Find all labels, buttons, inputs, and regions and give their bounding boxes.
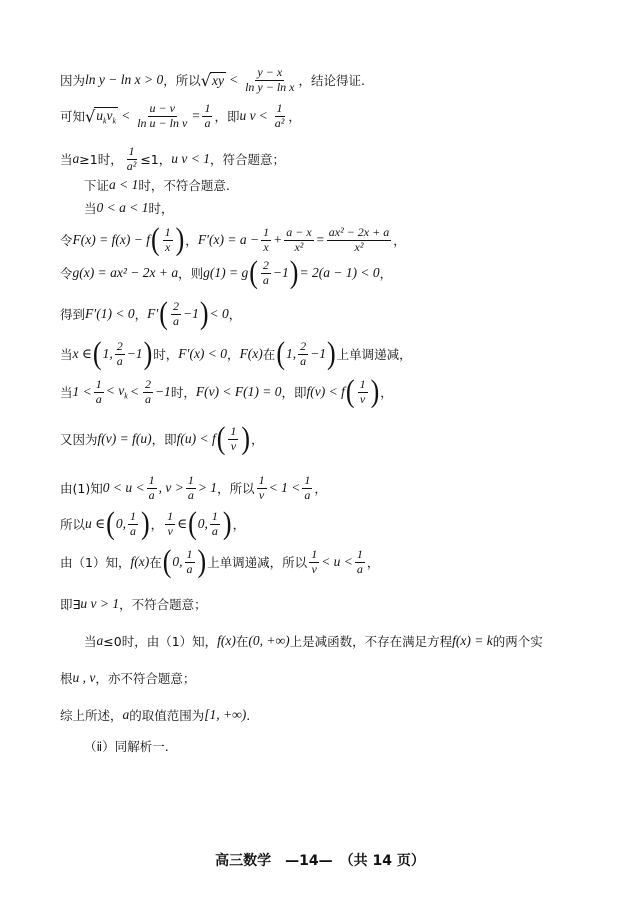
proof-line-8: 得到 F′(1) < 0 ， F′ ( $\frac{2}{a}$ −1 ) < 0 ， <box>60 296 242 332</box>
formula: a <box>122 707 130 722</box>
formula: < $v_k$ <box>105 383 128 402</box>
proof-line-18 <box>60 706 600 724</box>
proof-line-14: 由（1）知， f(x) 在 ( 0, $\frac{1}{a}$ ) 上单调递减，所以 $\frac{1}{v}$ < u < $\frac{1}{a}$ ， <box>60 544 380 580</box>
formula: = <box>315 232 325 248</box>
text: 时， <box>170 385 196 401</box>
sqrt-sign: √ <box>200 70 211 90</box>
fraction: $\frac{1}{x}$ <box>263 225 270 254</box>
formula: a <box>96 633 104 648</box>
text: 由(1)知 <box>60 481 103 497</box>
text: 即∃ <box>60 597 81 612</box>
formula: −1 <box>310 346 326 362</box>
proof-line-6: 令 F(x) = f(x) − f ( $\frac{1}{x}$ ) ， F′(x) = a − $\frac{1}{x}$ + $\frac{a - x}{\text{x²}}$ = $\frac{\text{ax² − 2x + a}}{\text{x²}}$ ， <box>60 222 406 258</box>
proof-line-13: 所以 u ∈ ( 0, $\frac{1}{a}$ ) ， $\frac{1}{v}$ ∈ ( 0, $\frac{1}{a}$ ) ， <box>60 506 246 542</box>
text: ，则 <box>178 266 204 282</box>
formula: $u_kv_k$ <box>96 107 117 126</box>
page-footer: 高三数学 —14— （共 14 页） <box>215 853 425 869</box>
formula: < <box>258 108 268 124</box>
text: ， <box>379 266 393 282</box>
text: ，符合题意； <box>209 152 285 168</box>
formula: x ∈ <box>72 346 92 362</box>
fraction: $\frac{2}{a}$ <box>144 377 151 406</box>
formula: 0 < u < <box>102 480 145 496</box>
text: 在 <box>235 634 249 649</box>
fraction: $\frac{1}{v}$ <box>258 473 265 502</box>
text: ， <box>228 307 242 323</box>
formula: < u < <box>321 554 353 570</box>
proof-line-2 <box>60 102 600 131</box>
proof-line-17 <box>60 669 600 687</box>
text: 因为 <box>60 73 86 89</box>
formula: u v < 1 <box>171 151 210 167</box>
text: ≤1， <box>140 152 172 168</box>
formula: xy <box>211 72 224 88</box>
proof-line-5 <box>84 199 600 217</box>
proof-line-3 <box>60 145 600 174</box>
formula: < <box>121 108 131 124</box>
text: ≤0时，由（1）知， <box>103 634 218 649</box>
text: ， <box>393 233 406 249</box>
formula: F′(x) < 0 <box>178 346 228 362</box>
formula: −1 <box>272 265 289 281</box>
text: ，不符合题意； <box>119 597 207 612</box>
text: ， <box>150 517 164 533</box>
formula: 0, <box>197 516 208 532</box>
text: . <box>246 707 251 723</box>
text: 得到 <box>60 307 86 323</box>
text: ， <box>314 481 327 497</box>
formula: u ∈ <box>85 516 106 532</box>
formula: −1 <box>126 346 143 362</box>
proof-line-12 <box>60 474 600 503</box>
proof-line-9: 当 x ∈ ( 1, $\frac{2}{a}$ −1 ) 时， F′(x) < 0 ， F(x) 在 ( 1, $\frac{2}{a}$ −1 ) 上单调递减， <box>60 336 412 372</box>
fraction: $\frac{2}{a}$ <box>116 339 123 368</box>
text: ， <box>251 432 264 448</box>
formula: 0 < a < 1 <box>96 200 149 215</box>
text: 上单调递减，所以 <box>207 555 308 571</box>
formula: > 1 <box>197 480 218 496</box>
text: 所以 <box>60 517 86 533</box>
text: ，即 <box>151 432 177 448</box>
formula: f(x) <box>217 633 236 648</box>
text: ，所以 <box>163 73 201 89</box>
fraction: $\frac{2}{a}$ <box>300 339 307 368</box>
fraction: $\frac{1}{a}$ <box>186 547 193 576</box>
formula: f(v) < f <box>306 384 345 400</box>
text: 的两个实 <box>492 634 543 649</box>
proof-line-16 <box>84 632 600 650</box>
formula: F′(x) = a − <box>197 232 260 248</box>
formula: , v > <box>158 480 184 496</box>
text: 由（1）知， <box>60 555 131 571</box>
text: 又因为 <box>60 432 98 448</box>
formula: F(x) = f(x) − f <box>72 232 150 248</box>
fraction: $\frac{2}{a}$ <box>172 299 179 328</box>
formula: ln y − ln x > 0 <box>85 72 164 88</box>
formula: < 0 <box>209 306 229 322</box>
formula: < <box>228 72 239 88</box>
formula: < 1 < <box>268 480 301 496</box>
text: ，所以 <box>217 481 255 497</box>
fraction: $\frac{1}{a}$ <box>211 509 218 538</box>
proof-line-15 <box>60 595 600 613</box>
formula: 1, <box>285 346 297 362</box>
text: 的取值范围为 <box>129 708 205 723</box>
text: ， <box>288 109 301 125</box>
formula: 1 < <box>72 384 92 400</box>
fraction: $\frac{1}{a}$ <box>187 473 194 502</box>
formula: F(x) <box>239 346 263 362</box>
fraction: $\frac{1}{x}$ <box>164 225 171 254</box>
fraction: $\frac{1}{a}$ <box>356 547 363 576</box>
formula: f(x) = k <box>452 633 493 648</box>
formula: [1, +∞) <box>204 707 247 722</box>
formula: −1 <box>182 306 199 322</box>
proof-line-11: 又因为 f(v) = f(u) ，即 f(u) < f ( $\frac{1}{v}$ ) ， <box>60 421 264 457</box>
formula: u v > 1 <box>80 596 120 611</box>
formula: < <box>129 384 139 400</box>
fraction: $\frac{1}{v}$ <box>167 509 174 538</box>
text: ， <box>232 517 246 533</box>
text: 综上所述， <box>60 708 123 723</box>
formula: = 2(a − 1) < 0 <box>299 265 380 281</box>
proof-line-10: 当 1 < $\frac{1}{a}$ < $v_k$ < $\frac{2}{a}$ −1 时， F(v) < F(1) = 0 ，即 f(v) < f ( $\frac{1}{v}$ ) ， <box>60 374 393 410</box>
formula: 0, <box>115 516 126 532</box>
proof-line-7: 令 g(x) = ax² − 2x + a ，则 g(1) = g ( $\frac{2}{a}$ −1 ) = 2(a − 1) < 0 ， <box>60 255 393 291</box>
fraction: $\frac{1}{v}$ <box>311 547 318 576</box>
fraction: $\frac{1}{a}$ <box>129 509 136 538</box>
text: ，亦不符合题意； <box>95 671 196 686</box>
text: ， <box>227 347 240 363</box>
text: 当 <box>84 201 97 216</box>
text: 时， <box>153 347 179 363</box>
text: 在 <box>262 347 276 363</box>
fraction: $\frac{1}{a}$ <box>204 101 211 130</box>
text: 上单调递减， <box>336 347 412 363</box>
text: 下证 <box>84 178 110 193</box>
formula: ∈ <box>177 516 188 532</box>
fraction: $\frac{y - x}{\text{ln y − ln x}}$ <box>245 65 295 94</box>
text: ， <box>134 307 148 323</box>
proof-line-19 <box>84 737 600 755</box>
text: 上是减函数，不存在满足方程 <box>289 634 453 649</box>
text: 当 <box>60 385 73 401</box>
formula: f(u) < f <box>176 431 216 447</box>
formula: 1, <box>102 346 113 362</box>
proof-line-4 <box>84 176 600 194</box>
text: ， <box>185 233 198 249</box>
formula: u v <box>239 108 256 124</box>
text: 可知 <box>60 109 86 125</box>
formula: = <box>191 108 201 124</box>
formula: f(x) <box>130 554 150 570</box>
formula: g(x) = ax² − 2x + a <box>72 265 179 281</box>
fraction: $\frac{1}{a}$ <box>95 377 102 406</box>
text: 根 <box>60 671 73 686</box>
text: 当 <box>60 347 73 363</box>
formula: F′(1) < 0 <box>85 306 135 322</box>
text: 当 <box>84 634 97 649</box>
text: 当 <box>60 152 73 168</box>
formula: a <box>72 151 80 167</box>
text: ≥1时， <box>79 152 123 168</box>
fraction: $\frac{u - v}{\text{ln u − ln v}}$ <box>137 101 188 130</box>
text: ，即 <box>281 385 307 401</box>
fraction: $\frac{1}{v}$ <box>230 424 237 453</box>
text: 时， <box>148 201 174 216</box>
formula: u , v <box>72 670 96 685</box>
text: ， <box>380 385 393 401</box>
fraction: $\frac{1}{a}$ <box>148 473 155 502</box>
text: ， <box>366 555 380 571</box>
fraction: $\frac{1}{v}$ <box>359 377 366 406</box>
proof-line-1 <box>60 66 600 95</box>
formula: 0, <box>172 554 183 570</box>
text: ，结论得证. <box>298 73 365 89</box>
text: 令 <box>60 233 73 249</box>
fraction: $\frac{\text{ax² − 2x + a}}{\text{x²}}$ <box>328 225 390 254</box>
formula: a < 1 <box>109 177 139 192</box>
text: 时，不符合题意. <box>138 178 230 193</box>
formula: F(v) < F(1) = 0 <box>195 384 282 400</box>
formula: f(v) = f(u) <box>97 431 152 447</box>
formula: + <box>273 232 283 248</box>
text: 在 <box>149 555 162 571</box>
formula: (0, +∞) <box>248 633 290 648</box>
fraction: $\frac{a - x}{\text{x²}}$ <box>286 225 312 254</box>
fraction: $\frac{2}{a}$ <box>262 258 269 287</box>
formula: −1 <box>154 384 171 400</box>
text: （ⅱ）同解析一. <box>84 739 169 754</box>
fraction: $\frac{1}{\text{a²}}$ <box>126 144 137 173</box>
formula: F′ <box>147 306 159 322</box>
sqrt-sign: √ <box>85 106 96 126</box>
text: ，即 <box>214 109 240 125</box>
fraction: $\frac{1}{a}$ <box>304 473 311 502</box>
text: 令 <box>60 266 73 282</box>
fraction: $\frac{1}{\text{a²}}$ <box>274 101 285 130</box>
formula: g(1) = g <box>203 265 249 281</box>
